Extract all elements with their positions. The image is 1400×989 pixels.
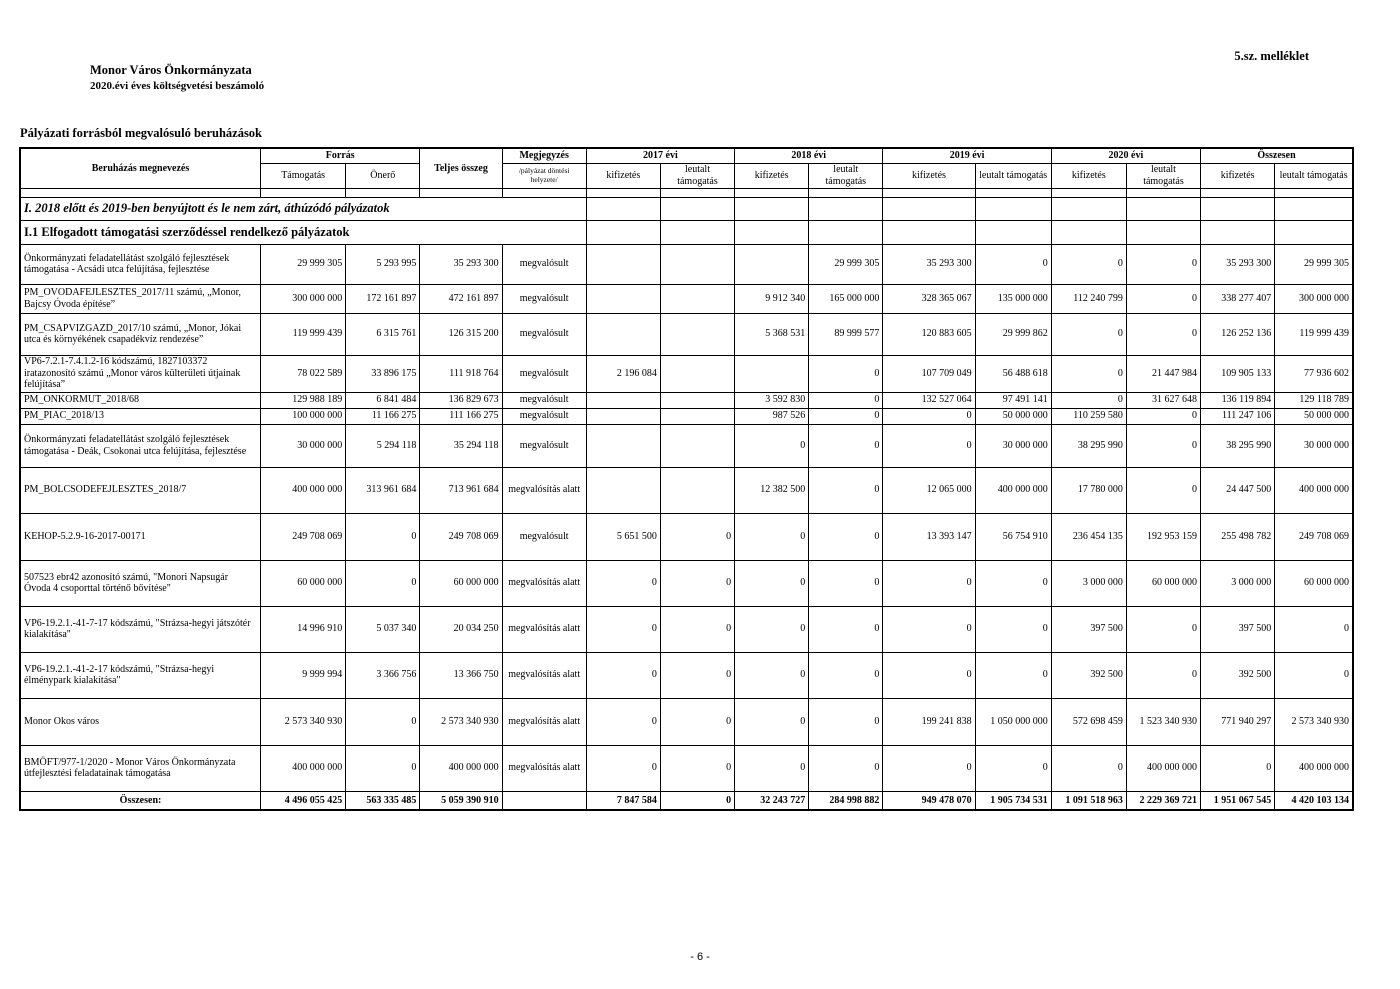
cell-k17: 0 [586,698,660,745]
cell-own: 5 294 118 [346,424,420,467]
cell-total: 400 000 000 [420,745,502,791]
cell-grant: 100 000 000 [261,408,346,424]
cell-l17: 0 [660,652,734,698]
cell-l18: 0 [809,560,883,606]
cell-k20: 17 780 000 [1051,467,1126,513]
cell-note: megvalósult [502,313,586,355]
cell-k20: 572 698 459 [1051,698,1126,745]
cell-grant: 60 000 000 [261,560,346,606]
cell-l17 [660,313,734,355]
cell-l17: 0 [660,745,734,791]
cell-ls: 400 000 000 [1275,467,1353,513]
cell-note: megvalósítás alatt [502,560,586,606]
cell-l19: 30 000 000 [975,424,1051,467]
totals-note [502,791,586,810]
cell-k17 [586,467,660,513]
cell-l20: 21 447 984 [1126,355,1200,392]
cell-ls: 0 [1275,652,1353,698]
cell-l20: 0 [1126,652,1200,698]
col-note-subheader: /pályázat döntési helyzete/ [502,163,586,188]
cell-note: megvalósult [502,244,586,284]
col-total-header: Teljes összeg [420,148,502,188]
cell-l20: 0 [1126,606,1200,652]
totals-k18: 32 243 727 [735,791,809,810]
cell-k19: 0 [883,560,975,606]
cell-k19: 199 241 838 [883,698,975,745]
col-sum-drawn: leutalt támogatás [1275,163,1353,188]
cell-k17: 2 196 084 [586,355,660,392]
cell-own: 172 161 897 [346,284,420,313]
cell-k20: 110 259 580 [1051,408,1126,424]
cell-total: 35 294 118 [420,424,502,467]
cell-ls: 50 000 000 [1275,408,1353,424]
page-number: - 6 - [690,951,710,963]
cell-l17 [660,355,734,392]
col-2017-header: 2017 évi [586,148,734,163]
cell-grant: 30 000 000 [261,424,346,467]
cell-total: 111 918 764 [420,355,502,392]
col-sum-header: Összesen [1201,148,1353,163]
cell-ks: 255 498 782 [1201,513,1275,560]
cell-k20: 0 [1051,244,1126,284]
cell-own: 11 166 275 [346,408,420,424]
cell-l18: 0 [809,513,883,560]
group-title-1-1: I.1 Elfogadott támogatási szerződéssel rendelkező pályázatok [20,220,586,244]
cell-note: megvalósítás alatt [502,467,586,513]
cell-l18: 89 999 577 [809,313,883,355]
cell-note: megvalósult [502,513,586,560]
cell-l18: 29 999 305 [809,244,883,284]
cell-note: megvalósult [502,424,586,467]
totals-own: 563 335 485 [346,791,420,810]
cell-total: 136 829 673 [420,392,502,408]
investment-name: KEHOP-5.2.9-16-2017-00171 [20,513,261,560]
cell-l17 [660,408,734,424]
cell-total: 249 708 069 [420,513,502,560]
cell-k18: 0 [735,698,809,745]
cell-l19: 1 050 000 000 [975,698,1051,745]
table-row [20,392,1353,408]
cell-ls: 119 999 439 [1275,313,1353,355]
cell-l19: 56 754 910 [975,513,1051,560]
cell-total: 13 366 750 [420,652,502,698]
investment-name: PM_PIAC_2018/13 [20,408,261,424]
cell-ks: 397 500 [1201,606,1275,652]
cell-l20: 0 [1126,408,1200,424]
cell-total: 126 315 200 [420,313,502,355]
cell-grant: 300 000 000 [261,284,346,313]
table-row [20,652,1353,698]
cell-l20: 0 [1126,313,1200,355]
cell-l19: 0 [975,244,1051,284]
cell-grant: 400 000 000 [261,745,346,791]
cell-l18: 0 [809,392,883,408]
col-sum-paid: kifizetés [1201,163,1275,188]
cell-own: 5 293 995 [346,244,420,284]
col-name-header: Beruházás megnevezés [20,148,261,188]
spacer-row [20,188,1353,197]
cell-own: 0 [346,698,420,745]
totals-k17: 7 847 584 [586,791,660,810]
cell-k20: 236 454 135 [1051,513,1126,560]
cell-ks: 126 252 136 [1201,313,1275,355]
cell-own: 313 961 684 [346,467,420,513]
cell-l17 [660,244,734,284]
cell-k19: 13 393 147 [883,513,975,560]
cell-note: megvalósult [502,355,586,392]
table-row [20,424,1353,467]
cell-ls: 77 936 602 [1275,355,1353,392]
organization-name: Monor Város Önkormányzata [90,63,252,77]
col-2018-paid: kifizetés [735,163,809,188]
group-title-1: I. 2018 előtt és 2019-ben benyújtott és le nem zárt, áthúzódó pályázatok [20,197,586,220]
cell-note: megvalósult [502,284,586,313]
cell-ks: 111 247 106 [1201,408,1275,424]
cell-own: 0 [346,513,420,560]
cell-grant: 129 988 189 [261,392,346,408]
cell-ls: 2 573 340 930 [1275,698,1353,745]
cell-ks: 109 905 133 [1201,355,1275,392]
cell-ls: 249 708 069 [1275,513,1353,560]
cell-k19: 0 [883,424,975,467]
annex-label: 5.sz. melléklet [1234,49,1309,63]
cell-k20: 0 [1051,355,1126,392]
cell-k17 [586,313,660,355]
cell-l19: 0 [975,745,1051,791]
totals-k19: 949 478 070 [883,791,975,810]
cell-l18: 0 [809,408,883,424]
col-2019-header: 2019 évi [883,148,1051,163]
cell-k19: 328 365 067 [883,284,975,313]
cell-grant: 249 708 069 [261,513,346,560]
cell-k17: 0 [586,560,660,606]
cell-l19: 56 488 618 [975,355,1051,392]
cell-own: 6 841 484 [346,392,420,408]
cell-note: megvalósult [502,408,586,424]
cell-note: megvalósítás alatt [502,652,586,698]
col-2020-paid: kifizetés [1051,163,1126,188]
cell-l19: 0 [975,606,1051,652]
cell-own: 33 896 175 [346,355,420,392]
cell-k19: 0 [883,745,975,791]
totals-ks: 1 951 067 545 [1201,791,1275,810]
table-row [20,745,1353,791]
cell-k18: 0 [735,745,809,791]
cell-l20: 0 [1126,284,1200,313]
cell-k19: 132 527 064 [883,392,975,408]
table-row [20,698,1353,745]
cell-k18 [735,244,809,284]
cell-l18: 0 [809,652,883,698]
col-2017-drawn: leutalt támogatás [660,163,734,188]
cell-ks: 392 500 [1201,652,1275,698]
cell-k17: 0 [586,652,660,698]
cell-l17 [660,467,734,513]
cell-ls: 400 000 000 [1275,745,1353,791]
table-row [20,606,1353,652]
investment-name: BMÖFT/977-1/2020 - Monor Város Önkormányzata útfejlesztési feladatainak támogatása [20,745,261,791]
totals-l18: 284 998 882 [809,791,883,810]
cell-l19: 135 000 000 [975,284,1051,313]
cell-k18: 0 [735,606,809,652]
col-2019-paid: kifizetés [883,163,975,188]
cell-k17: 5 651 500 [586,513,660,560]
cell-k19: 0 [883,408,975,424]
cell-ks: 3 000 000 [1201,560,1275,606]
totals-grant: 4 496 055 425 [261,791,346,810]
cell-grant: 2 573 340 930 [261,698,346,745]
cell-l17 [660,392,734,408]
col-2020-header: 2020 évi [1051,148,1200,163]
col-2019-drawn: leutalt támogatás [975,163,1051,188]
cell-ks: 136 119 894 [1201,392,1275,408]
col-grant-header: Támogatás [261,163,346,188]
cell-l17: 0 [660,606,734,652]
cell-ks: 35 293 300 [1201,244,1275,284]
table-row [20,355,1353,392]
cell-total: 2 573 340 930 [420,698,502,745]
cell-k18: 5 368 531 [735,313,809,355]
col-own-header: Önerő [346,163,420,188]
cell-total: 111 166 275 [420,408,502,424]
cell-l20: 192 953 159 [1126,513,1200,560]
investment-name: Monor Okos város [20,698,261,745]
cell-total: 472 161 897 [420,284,502,313]
cell-total: 713 961 684 [420,467,502,513]
col-2018-header: 2018 évi [735,148,883,163]
cell-k19: 0 [883,606,975,652]
cell-l20: 400 000 000 [1126,745,1200,791]
totals-l19: 1 905 734 531 [975,791,1051,810]
cell-l19: 50 000 000 [975,408,1051,424]
table-row [20,244,1353,284]
cell-l18: 165 000 000 [809,284,883,313]
table-row [20,513,1353,560]
cell-l20: 0 [1126,424,1200,467]
table-row [20,313,1353,355]
cell-k18: 0 [735,513,809,560]
cell-note: megvalósítás alatt [502,606,586,652]
cell-own: 6 315 761 [346,313,420,355]
cell-l20: 0 [1126,244,1200,284]
cell-k18: 9 912 340 [735,284,809,313]
cell-k19: 107 709 049 [883,355,975,392]
cell-l18: 0 [809,606,883,652]
cell-grant: 9 999 994 [261,652,346,698]
cell-own: 3 366 756 [346,652,420,698]
table-row [20,408,1353,424]
cell-k20: 392 500 [1051,652,1126,698]
cell-total: 20 034 250 [420,606,502,652]
investment-name: Önkormányzati feladatellátást szolgáló fejlesztések támogatása - Deák, Csokonai utca felújítása, fejlesztése [20,424,261,467]
investment-name: VP6-7.2.1-7.4.1.2-16 kódszámú, 1827103372 iratazonosító számú „Monor város külterületi útjainak felújítása” [20,355,261,392]
cell-ks: 0 [1201,745,1275,791]
cell-total: 35 293 300 [420,244,502,284]
cell-l18: 0 [809,467,883,513]
investment-name: PM_BOLCSODEFEJLESZTES_2018/7 [20,467,261,513]
cell-k17 [586,424,660,467]
col-source-header: Forrás [261,148,420,163]
cell-grant: 119 999 439 [261,313,346,355]
cell-k17 [586,408,660,424]
cell-k20: 0 [1051,313,1126,355]
report-subtitle: 2020.évi éves költségvetési beszámoló [90,80,265,92]
cell-l18: 0 [809,698,883,745]
investment-name: 507523 ebr42 azonosító számú, "Monori Napsugár Óvoda 4 csoporttal történő bővítése" [20,560,261,606]
cell-k18: 3 592 830 [735,392,809,408]
cell-k20: 112 240 799 [1051,284,1126,313]
cell-note: megvalósítás alatt [502,745,586,791]
cell-k17 [586,392,660,408]
cell-l20: 31 627 648 [1126,392,1200,408]
cell-k17 [586,244,660,284]
cell-l17 [660,424,734,467]
cell-own: 0 [346,560,420,606]
cell-l17: 0 [660,560,734,606]
cell-l20: 1 523 340 930 [1126,698,1200,745]
cell-l18: 0 [809,745,883,791]
cell-grant: 400 000 000 [261,467,346,513]
cell-l19: 0 [975,560,1051,606]
cell-l18: 0 [809,355,883,392]
investment-name: VP6-19.2.1.-41-7-17 kódszámú, "Strázsa-hegyi játszótér kialakítása" [20,606,261,652]
cell-ks: 338 277 407 [1201,284,1275,313]
cell-grant: 29 999 305 [261,244,346,284]
cell-ls: 30 000 000 [1275,424,1353,467]
col-note-header: Megjegyzés [502,148,586,163]
cell-total: 60 000 000 [420,560,502,606]
cell-l20: 0 [1126,467,1200,513]
group-row-1 [20,197,1353,220]
cell-own: 0 [346,745,420,791]
table-row [20,560,1353,606]
cell-l19: 97 491 141 [975,392,1051,408]
col-2018-drawn: leutalt támogatás [809,163,883,188]
cell-ls: 60 000 000 [1275,560,1353,606]
cell-k17 [586,284,660,313]
cell-grant: 78 022 589 [261,355,346,392]
cell-l17: 0 [660,513,734,560]
totals-l17: 0 [660,791,734,810]
cell-ks: 38 295 990 [1201,424,1275,467]
cell-k18: 0 [735,560,809,606]
totals-l20: 2 229 369 721 [1126,791,1200,810]
totals-row [20,791,1353,810]
cell-k20: 3 000 000 [1051,560,1126,606]
cell-k20: 397 500 [1051,606,1126,652]
cell-note: megvalósult [502,392,586,408]
cell-l19: 29 999 862 [975,313,1051,355]
cell-ls: 29 999 305 [1275,244,1353,284]
cell-ks: 771 940 297 [1201,698,1275,745]
cell-grant: 14 996 910 [261,606,346,652]
cell-l17 [660,284,734,313]
totals-label: Összesen: [20,791,261,810]
investment-name: Önkormányzati feladatellátást szolgáló fejlesztések támogatása - Acsádi utca felújítása, fejlesztése [20,244,261,284]
cell-k17: 0 [586,606,660,652]
cell-ks: 24 447 500 [1201,467,1275,513]
table-row [20,284,1353,313]
cell-l19: 400 000 000 [975,467,1051,513]
cell-own: 5 037 340 [346,606,420,652]
investment-name: PM_CSAPVIZGAZD_2017/10 számú, „Monor, Jókai utca és környékének csapadékvíz rendezése” [20,313,261,355]
cell-k18: 987 526 [735,408,809,424]
totals-total: 5 059 390 910 [420,791,502,810]
cell-k19: 12 065 000 [883,467,975,513]
cell-k18: 0 [735,424,809,467]
cell-note: megvalósítás alatt [502,698,586,745]
table-row [20,467,1353,513]
totals-k20: 1 091 518 963 [1051,791,1126,810]
cell-l19: 0 [975,652,1051,698]
cell-k18: 12 382 500 [735,467,809,513]
totals-ls: 4 420 103 134 [1275,791,1353,810]
cell-k19: 35 293 300 [883,244,975,284]
cell-k20: 0 [1051,745,1126,791]
cell-l20: 60 000 000 [1126,560,1200,606]
cell-ls: 300 000 000 [1275,284,1353,313]
cell-ls: 0 [1275,606,1353,652]
investment-name: PM_ONKORMUT_2018/68 [20,392,261,408]
col-2017-paid: kifizetés [586,163,660,188]
cell-k20: 38 295 990 [1051,424,1126,467]
cell-k20: 0 [1051,392,1126,408]
cell-k19: 0 [883,652,975,698]
cell-l17: 0 [660,698,734,745]
cell-k18: 0 [735,652,809,698]
cell-l18: 0 [809,424,883,467]
section-title: Pályázati forrásból megvalósuló beruházások [20,126,263,140]
investment-name: PM_OVODAFEJLESZTES_2017/11 számú, „Monor, Bajcsy Óvoda építése” [20,284,261,313]
investment-name: VP6-19.2.1.-41-2-17 kódszámú, "Strázsa-hegyi élménypark kialakítása" [20,652,261,698]
cell-ls: 129 118 789 [1275,392,1353,408]
col-2020-drawn: leutalt támogatás [1126,163,1200,188]
investments-table [19,147,1354,811]
group-row-1-1 [20,220,1353,244]
cell-k17: 0 [586,745,660,791]
cell-k19: 120 883 605 [883,313,975,355]
cell-k18 [735,355,809,392]
